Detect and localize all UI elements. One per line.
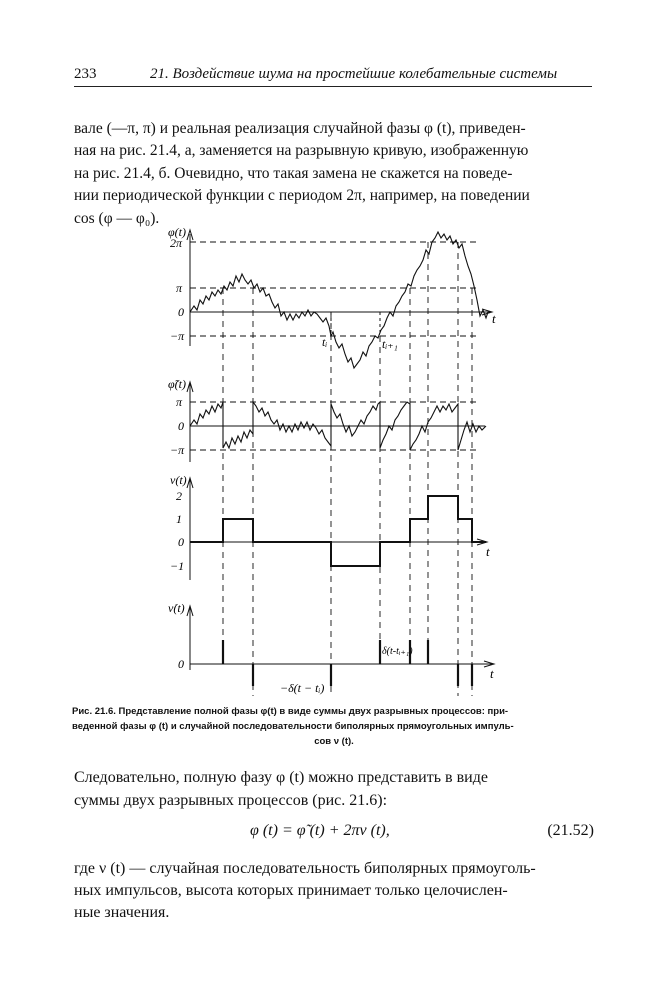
panel3-nu-steps	[190, 496, 486, 566]
paragraph-intro	[74, 118, 596, 230]
panel1-phase-curve	[190, 232, 488, 368]
caption-line: веденной фазы φ (t) и случайной последовательности биполярных прямоугольных импуль-	[72, 721, 514, 732]
text-line: ных импульсов, высота которых принимает только целочислен-	[74, 882, 508, 899]
text-line: на рис. 21.4, б. Очевидно, что такая замена не скажется на поведе-	[74, 164, 513, 182]
panel-full-phase	[187, 230, 492, 368]
panel1-tick-2pi: 2π	[170, 236, 183, 250]
jump-guide-lines	[223, 242, 472, 696]
panel3-tick-0: 0	[178, 535, 184, 549]
text-line: ные значения.	[74, 904, 170, 921]
page-header	[74, 64, 592, 87]
text-line: нии периодической функции с периодом 2π, например, на поведении	[74, 187, 530, 205]
text-line: ная на рис. 21.4, а, заменяется на разрывную кривую, изображенную	[74, 142, 529, 160]
paragraph-consequently	[74, 766, 596, 812]
panel4-delta-negative-label: −δ(t − tᵢ)	[280, 681, 325, 695]
figure-svg	[150, 226, 520, 696]
panel3-tick-1: 1	[176, 512, 182, 526]
running-title: 21. Воздействие шума на простейшие колебательные системы	[150, 66, 558, 82]
figure-caption	[72, 704, 596, 749]
panel2-ylabel: φ̃(t)	[168, 377, 186, 391]
panel2-tick-pi: π	[176, 395, 183, 409]
text-line: вале (—π, π) и реальная реализация случайной фазы φ (t), приведен-	[74, 120, 526, 137]
panel1-xlabel: t	[492, 311, 496, 326]
panel3-xlabel: t	[486, 544, 490, 559]
panel4-xlabel: t	[490, 666, 494, 681]
caption-line: сов ν (t).	[314, 736, 354, 747]
paragraph-definition	[74, 858, 596, 924]
panel1-tick-zero: 0	[178, 305, 184, 319]
equation-21-52	[74, 822, 596, 848]
page-number: 233	[74, 66, 97, 82]
text-line: суммы двух разрывных процессов (рис. 21.6):	[74, 792, 388, 809]
text-line: Следовательно, полную фазу φ (t) можно представить в виде	[74, 769, 488, 786]
panel2-tick-zero: 0	[178, 419, 184, 433]
panel-nu-derivative	[187, 606, 494, 686]
panel1-ti1-label: tᵢ₊₁	[382, 337, 398, 351]
panel-nu	[187, 478, 487, 580]
panel3-tick-minus1: −1	[170, 559, 185, 573]
text-line: где ν (t) — случайная последовательность биполярных прямоуголь-	[74, 860, 536, 877]
caption-line: Рис. 21.6. Представление полной фазы φ(t) в виде суммы двух разрывных процессов: при-	[72, 706, 509, 717]
panel1-ti-label: tᵢ	[322, 335, 328, 349]
panel-reduced-phase	[187, 382, 486, 462]
equation-number: (21.52)	[547, 822, 594, 839]
figure-21-6	[150, 226, 520, 696]
panel3-tick-2: 2	[176, 489, 182, 503]
panel1-tick-pi: π	[176, 281, 183, 295]
equation-formula: φ (t) = φ̃ (t) + 2πν (t),	[250, 822, 390, 839]
panel4-tick-0: 0	[178, 657, 184, 671]
panel3-ylabel: ν(t)	[170, 473, 187, 487]
panel4-delta-pulses	[223, 640, 472, 686]
panel1-ylabel: φ(t)	[168, 226, 186, 239]
panel2-tick-minus-pi: −π	[170, 443, 185, 457]
text-line: cos (φ — φ₀).	[74, 209, 160, 227]
panel1-tick-minus-pi: −π	[170, 329, 185, 343]
panel4-delta-positive-label: δ(t-tᵢ₊₁)	[382, 646, 413, 657]
panel4-ylabel: ν̇(t)	[168, 601, 185, 615]
